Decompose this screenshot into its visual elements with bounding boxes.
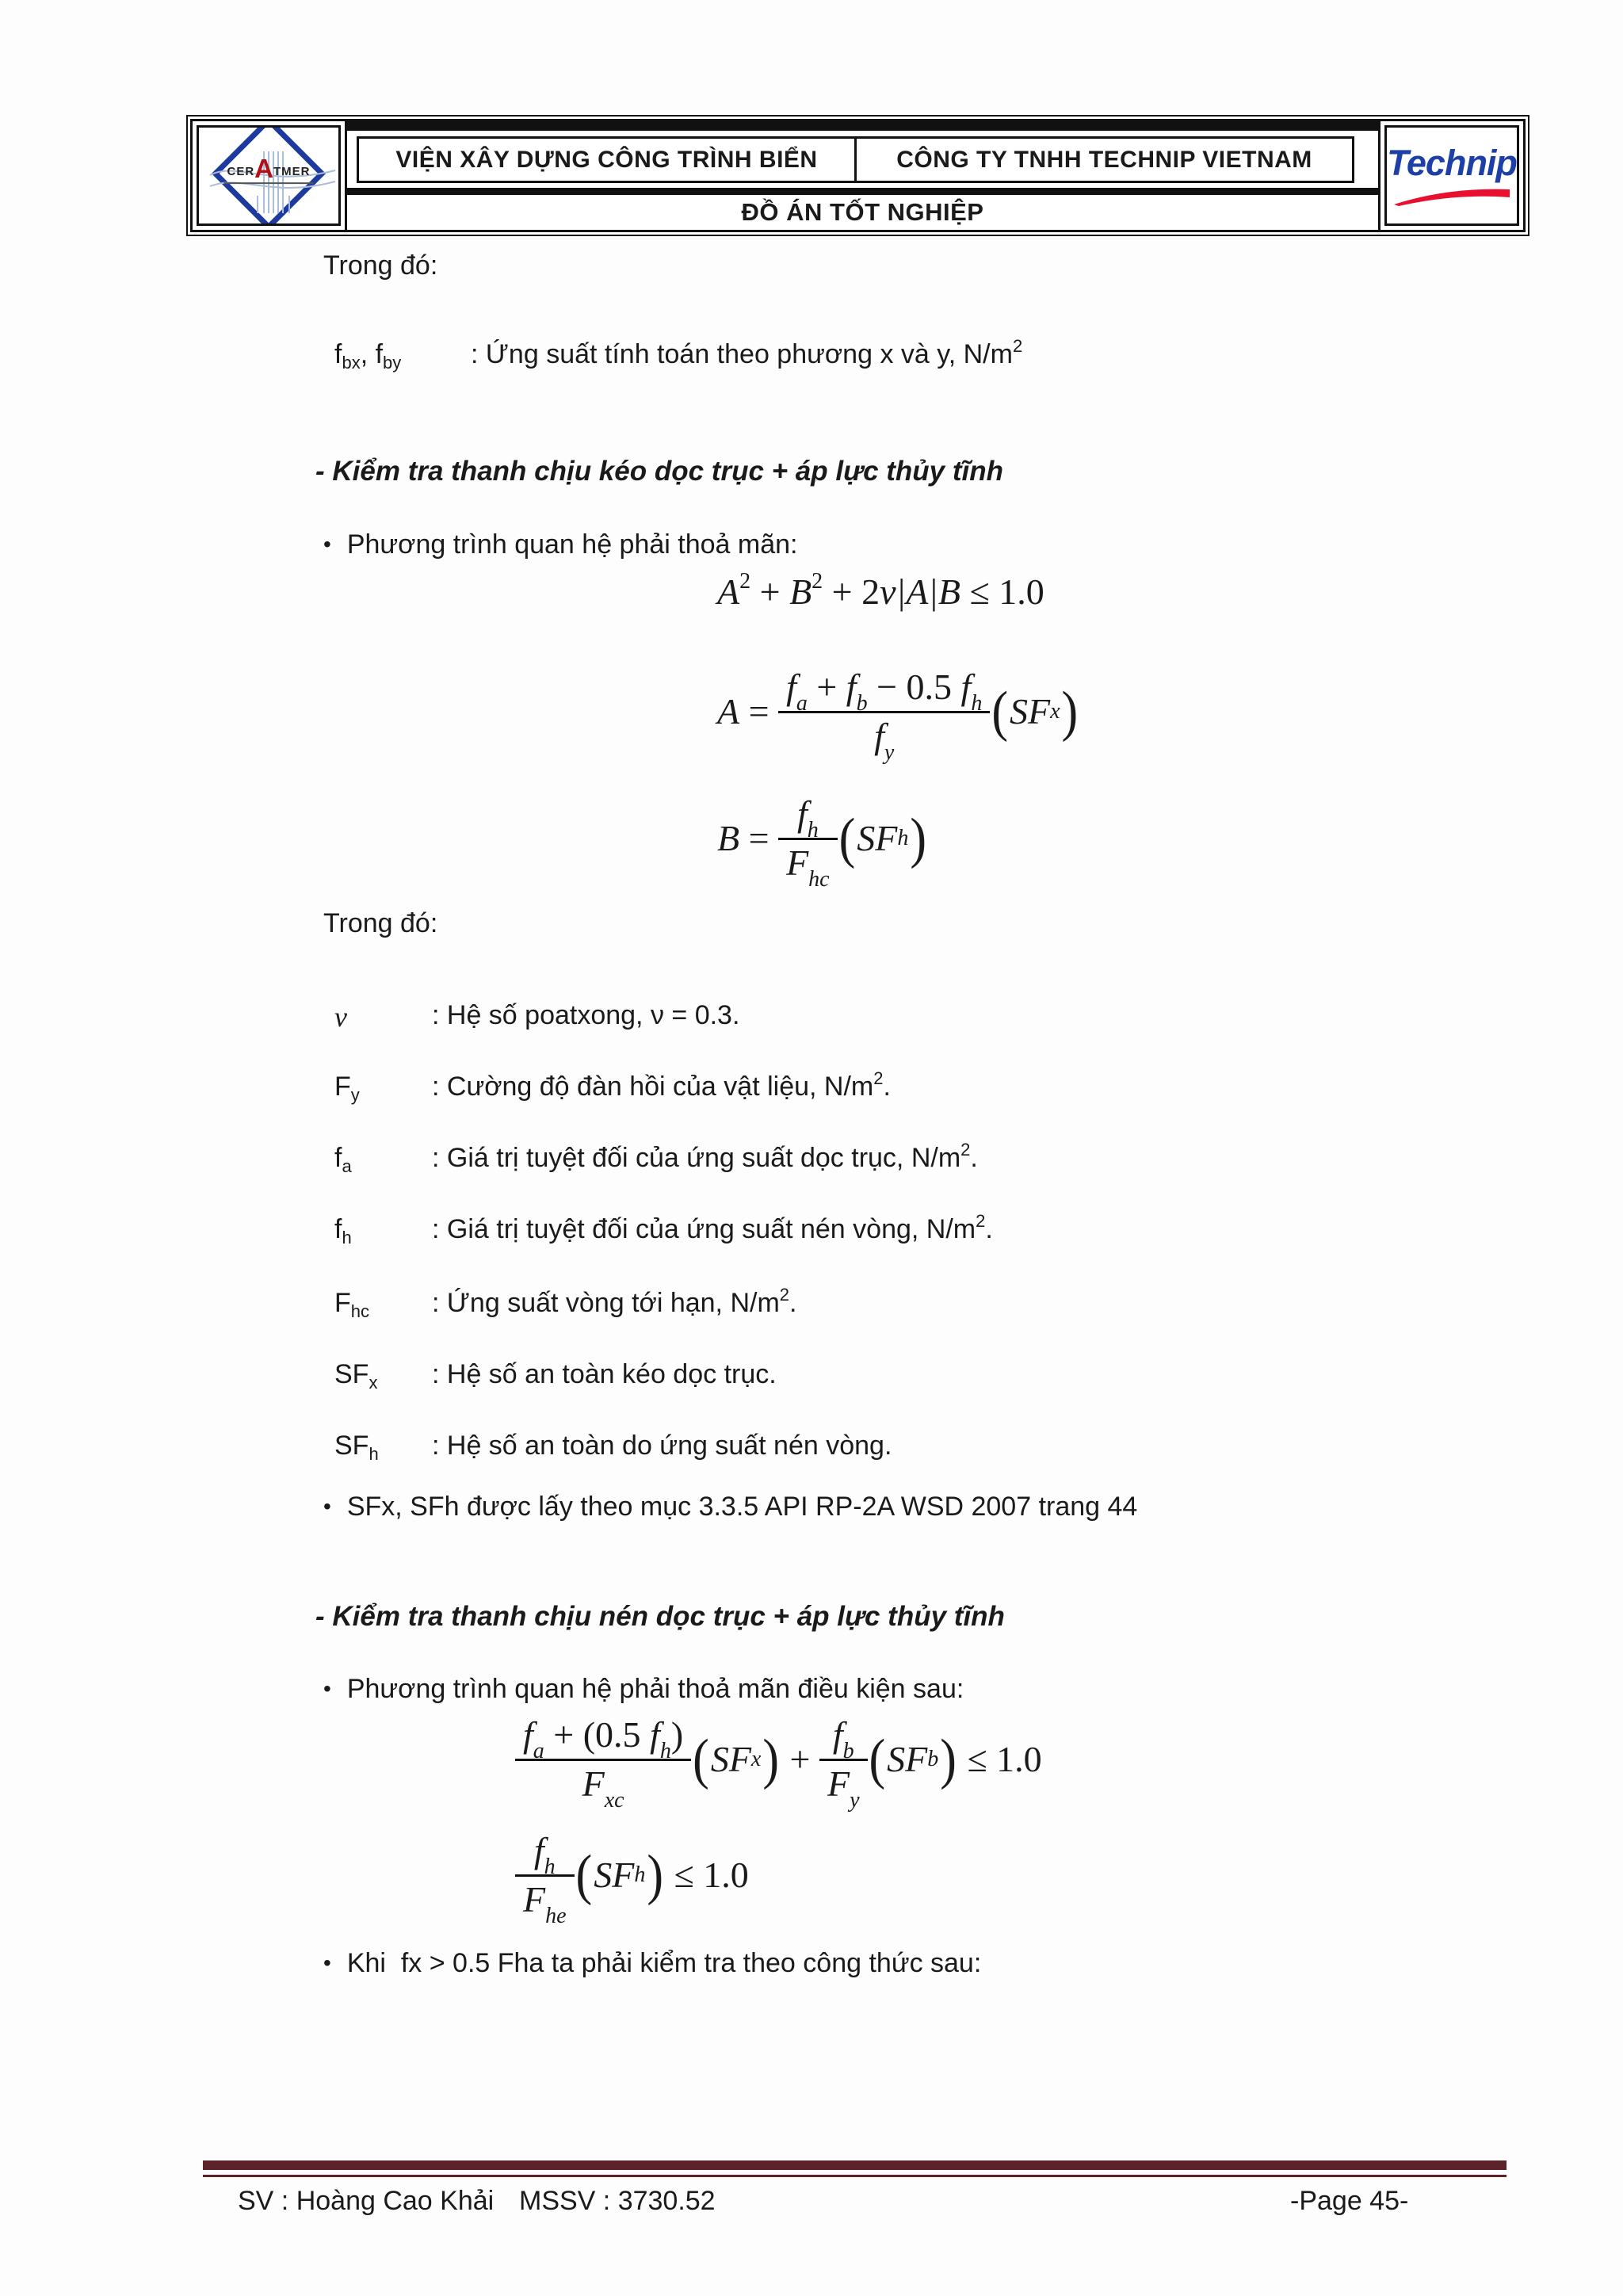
footer-page-number: -Page 45-	[1290, 2186, 1409, 2216]
bullet-equation-intro-1	[323, 529, 797, 560]
bullet-equation-intro-2	[323, 1674, 964, 1705]
trong-do-1-text: Trong đó:	[323, 250, 438, 281]
ceratmer-cer: CER	[227, 165, 255, 179]
bullet-text: SFx, SFh được lấy theo mục 3.3.5 API RP-2A WSD 2007 trang 44	[346, 1492, 1138, 1522]
header-institute	[357, 136, 857, 183]
heading-compression-text: - Kiểm tra thanh chịu nén dọc trục + áp lực thủy tĩnh	[315, 1601, 1005, 1632]
formula-B-definition: B = $\frac{f_h}{F_{hc}}$ ( SF h )	[717, 793, 927, 892]
formula-hoop-check: $\frac{f_h}{F_{he}}$ ( SF h ) ≤ 1.0	[515, 1829, 749, 1920]
fraction: $\frac{f_b}{F_y}$	[819, 1713, 868, 1805]
def-symbol: $F_y$	[334, 1072, 360, 1105]
heading-tension-text: - Kiểm tra thanh chịu kéo dọc trục + áp lực thủy tĩnh	[315, 456, 1004, 487]
footer-rule-thin	[203, 2175, 1507, 2177]
formula-A-definition: A = $\frac{f_a + f_b - 0.5 f_h}{f_y}$ ( SF x )	[717, 667, 1079, 765]
header-company	[857, 136, 1354, 183]
def-symbol: $f_h$	[334, 1214, 352, 1247]
bullet-text: Phương trình quan hệ phải thoả mãn:	[346, 529, 798, 560]
def-description: : Hệ số an toàn do ứng suất nén vòng.	[432, 1431, 892, 1461]
bullet-icon: •	[323, 1950, 331, 1975]
fraction: $\frac{f_a + (0.5 f_h)}{F_{xc}}$	[515, 1713, 691, 1805]
footer-student-name: SV : Hoàng Cao Khải	[238, 2186, 495, 2216]
def-description: : Giá trị tuyệt đối của ứng suất nén vòng, $N/m^2$.	[432, 1211, 993, 1244]
formula-compression-interaction: $\frac{f_a + (0.5 f_h)}{F_{xc}}$ ( SF x ) + $\frac{f_b}{F_y}$ ( SF b ) ≤ 1.0	[515, 1713, 1042, 1805]
bullet-icon: •	[323, 532, 331, 556]
footer-student-id: MSSV : 3730.52	[519, 2186, 716, 2216]
fraction: $\frac{f_a + f_b - 0.5 f_h}{f_y}$	[778, 666, 990, 757]
company-name: CÔNG TY TNHH TECHNIP VIETNAM	[896, 146, 1312, 173]
paragraph-trong-do-1	[323, 250, 437, 281]
header-cell-ceratmer-logo	[193, 121, 347, 230]
def-symbol: $f_a$	[334, 1143, 352, 1176]
bullet-icon: •	[323, 1676, 331, 1701]
footer-rule-thick	[203, 2160, 1507, 2170]
def-symbol: $SF_h$	[334, 1431, 379, 1464]
bullet-text: Khi fx > 0.5 Fha ta phải kiểm tra theo công thức sau:	[346, 1948, 982, 1978]
paragraph-trong-do-2	[323, 908, 437, 939]
def-description: : Hệ số poatxong, ν = 0.3.	[432, 1000, 740, 1030]
heading-tension-check	[315, 456, 1003, 487]
bullet-text: Phương trình quan hệ phải thoả mãn điều kiện sau:	[346, 1674, 964, 1704]
fraction: $\frac{f_h}{F_{he}}$	[515, 1829, 575, 1920]
trong-do-2-text: Trong đó:	[323, 908, 438, 938]
heading-compression-check	[315, 1601, 1005, 1633]
ceratmer-logo	[197, 125, 341, 226]
technip-swoosh-icon	[1392, 185, 1511, 206]
bullet-icon: •	[323, 1494, 331, 1519]
def-symbol: $SF_x$	[334, 1359, 378, 1392]
header-middle	[347, 121, 1378, 230]
ceratmer-wordmark	[223, 155, 313, 184]
header-table	[190, 119, 1526, 232]
def-description: : Giá trị tuyệt đối của ứng suất dọc trục, $N/m^2$.	[432, 1140, 978, 1173]
header-title-row	[347, 131, 1378, 188]
bullet-fx-condition	[323, 1948, 981, 1979]
header-cell-technip-logo	[1378, 121, 1523, 230]
def-symbol: $f_{bx}$, $f_{by}$	[334, 339, 402, 372]
header-divider-bar	[347, 188, 1378, 195]
ceratmer-a: A	[254, 154, 274, 184]
header-top-bar	[347, 121, 1378, 131]
ceratmer-tmer: TMER	[273, 165, 311, 179]
header-doc-title-row	[347, 195, 1378, 230]
fraction: $\frac{f_h}{F_{hc}}$	[778, 793, 838, 884]
technip-wordmark: Technip	[1387, 143, 1517, 183]
def-description: : Hệ số an toàn kéo dọc trục.	[432, 1359, 777, 1389]
institute-name: VIỆN XÂY DỰNG CÔNG TRÌNH BIỂN	[395, 146, 818, 173]
bullet-sfx-sfh-reference	[323, 1492, 1137, 1522]
def-description: : Ứng suất tính toán theo phương x và y, $N/m^2$	[471, 336, 1023, 369]
def-symbol: $F_{hc}$	[334, 1288, 370, 1321]
technip-logo	[1384, 125, 1519, 226]
formula-interaction-tension: $A^2 + B^2 + 2\nu|A|B \le 1.0$	[717, 569, 1044, 612]
doc-title: ĐỒ ÁN TỐT NGHIỆP	[741, 198, 984, 226]
def-description: : Cường độ đàn hồi của vật liệu, $N/m^2$.	[432, 1068, 891, 1102]
def-symbol: ν	[334, 1001, 347, 1033]
def-description: : Ứng suất vòng tới hạn, $N/m^2$.	[432, 1285, 797, 1318]
